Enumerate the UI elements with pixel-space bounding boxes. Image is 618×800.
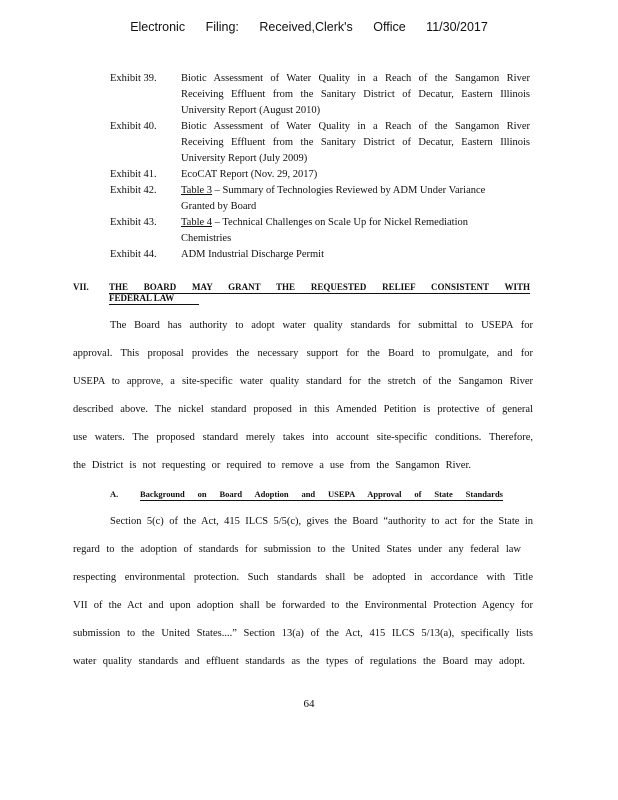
exhibit-line: – Technical Challenges on Scale Up for Nickel Remediation xyxy=(212,217,468,228)
exhibit-line: Receiving Effluent from the Sanitary District of Decatur, Eastern Illinois xyxy=(181,89,530,100)
exhibit-description xyxy=(181,215,530,247)
subsection-title: Background on Board Adoption and USEPA Approval of State Standards xyxy=(140,489,503,499)
table-4-link: Table 4 xyxy=(181,217,213,228)
exhibit-description xyxy=(181,183,530,215)
exhibit-line: – Summary of Technologies Reviewed by ADM Under Variance xyxy=(212,185,486,196)
paragraph-1 xyxy=(73,312,533,480)
header-office: Office xyxy=(373,20,406,34)
text-line: USEPA to approve, a site-specific water quality standard for the stretch of the Sangamon River xyxy=(73,376,533,387)
exhibit-label: Exhibit 42. xyxy=(110,185,157,196)
exhibit-43 xyxy=(110,215,530,247)
exhibit-description xyxy=(181,71,530,119)
exhibit-41 xyxy=(110,167,530,183)
text-line: Section 5(c) of the Act, 415 ILCS 5/5(c), gives the Board “authority to act for the State in xyxy=(110,516,533,527)
exhibit-line: EcoCAT Report (Nov. 29, 2017) xyxy=(181,169,318,180)
text-line: submission to the United States....” Section 13(a) of the Act, 415 ILCS 5/13(a), specifically lists xyxy=(73,628,533,639)
exhibit-label: Exhibit 41. xyxy=(110,169,157,180)
text-line: the District is not requesting or required to remove a use from the Sangamon River. xyxy=(73,460,471,471)
exhibit-description xyxy=(181,119,530,167)
exhibit-line-wrap xyxy=(181,215,530,231)
text-line: respecting environmental protection. Such standards shall be adopted in accordance with Title xyxy=(73,572,533,583)
exhibit-40 xyxy=(110,119,530,167)
exhibit-line: Granted by Board xyxy=(181,201,257,212)
text-line: regard to the adoption of standards for submission to the United States under any federal law xyxy=(73,544,521,555)
exhibit-42 xyxy=(110,183,530,215)
exhibit-label: Exhibit 40. xyxy=(110,121,157,132)
header-electronic: Electronic xyxy=(130,20,186,34)
text-line: water quality standards and effluent standards as the types of regulations the Board may adopt. xyxy=(73,656,525,667)
section-title-line1: THE BOARD MAY GRANT THE REQUESTED RELIEF CONSISTENT WITH xyxy=(109,282,530,292)
subsection-letter: A. xyxy=(110,489,119,499)
text-line: VII of the Act and upon adoption shall be forwarded to the Environmental Protection Agency for xyxy=(73,600,533,611)
exhibit-39 xyxy=(110,71,530,119)
section-title-line2: FEDERAL LAW xyxy=(109,293,199,305)
exhibit-label: Exhibit 39. xyxy=(110,73,157,84)
exhibit-line: Biotic Assessment of Water Quality in a Reach of the Sangamon River xyxy=(181,121,530,132)
filing-header xyxy=(0,20,618,34)
table-3-link: Table 3 xyxy=(181,185,213,196)
text-line: The Board has authority to adopt water quality standards for submittal to USEPA for xyxy=(110,320,533,331)
header-date: 11/30/2017 xyxy=(426,20,488,34)
exhibit-list xyxy=(110,71,530,263)
header-received: Received,Clerk's xyxy=(259,20,353,34)
exhibit-line: University Report (August 2010) xyxy=(181,105,321,116)
exhibit-label: Exhibit 43. xyxy=(110,217,157,228)
text-line: approval. This proposal provides the necessary support for the Board to promulgate, and for xyxy=(73,348,533,359)
exhibit-description xyxy=(181,167,530,183)
exhibit-line: ADM Industrial Discharge Permit xyxy=(181,249,324,260)
exhibit-line: Chemistries xyxy=(181,233,232,244)
exhibit-44 xyxy=(110,247,530,263)
text-line: use waters. The proposed standard merely takes into account site-specific conditions. Therefore, xyxy=(73,432,533,443)
exhibit-line: Biotic Assessment of Water Quality in a Reach of the Sangamon River xyxy=(181,73,530,84)
exhibit-description xyxy=(181,247,530,263)
exhibit-label: Exhibit 44. xyxy=(110,249,157,260)
paragraph-2 xyxy=(73,508,533,676)
exhibit-line: University Report (July 2009) xyxy=(181,153,308,164)
subsection-heading xyxy=(110,489,503,501)
text-line: described above. The nickel standard proposed in this Amended Petition is protective of general xyxy=(73,404,533,415)
header-filing: Filing: xyxy=(205,20,239,34)
exhibit-line: Receiving Effluent from the Sanitary District of Decatur, Eastern Illinois xyxy=(181,137,530,148)
section-number: VII. xyxy=(73,282,89,292)
page-number: 64 xyxy=(303,698,315,710)
exhibit-line-wrap xyxy=(181,183,530,199)
